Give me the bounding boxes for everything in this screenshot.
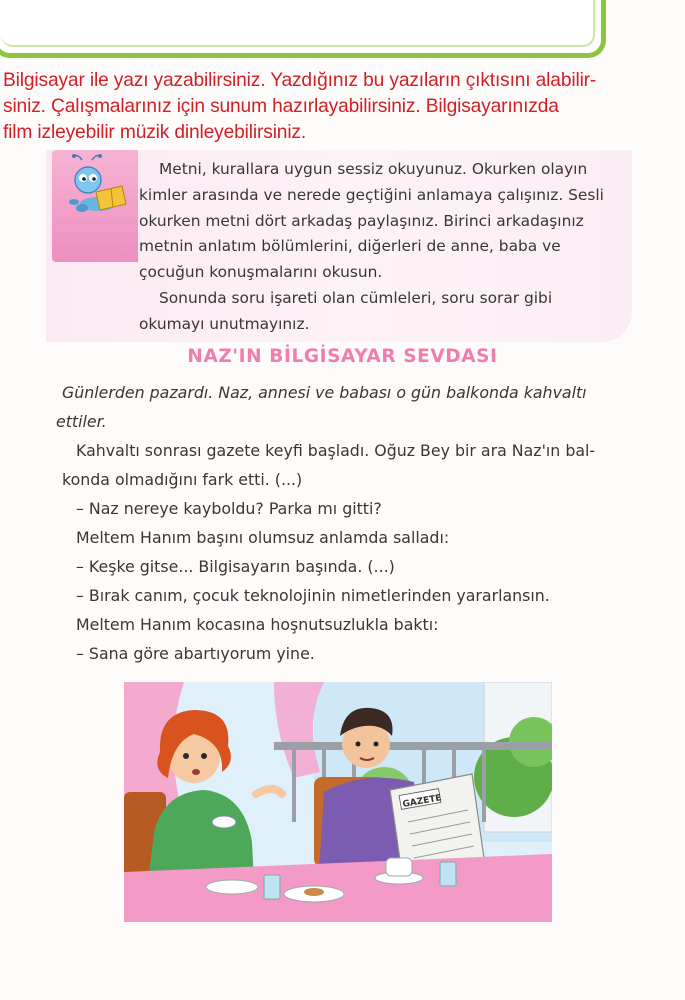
header-frame-inner	[1, 0, 595, 47]
story-text	[56, 378, 632, 668]
instruction-line: Sonunda soru işareti olan cümleleri, soru sorar gibi	[159, 288, 553, 307]
reading-instructions	[139, 157, 616, 338]
story-line: Meltem Hanım başını olumsuz anlamda salladı:	[76, 528, 450, 547]
newspaper-label: GAZETE	[401, 793, 443, 811]
story-line: – Naz nereye kayboldu? Parka mı gitti?	[76, 499, 382, 518]
story-line: Günlerden pazardı. Naz, annesi ve babası o gün balkonda kahvaltı	[62, 383, 587, 402]
instruction-line: okurken metni dört arkadaş paylaşınız. Birinci arkadaşınız	[139, 211, 584, 230]
story-line: ettiler.	[56, 412, 107, 431]
reading-bug-icon	[60, 152, 140, 222]
story-line: – Keşke gitse... Bilgisayarın başında. (...)	[76, 557, 395, 576]
story-line: – Sana göre abartıyorum yine.	[76, 644, 315, 663]
intro-line: siniz. Çalışmalarınız için sunum hazırlayabilirsiniz. Bilgisayarınızda	[3, 96, 559, 117]
instruction-line: kimler arasında ve nerede geçtiğini anlamaya çalışınız. Sesli	[139, 185, 604, 204]
story-line: Meltem Hanım kocasına hoşnutsuzlukla baktı:	[76, 615, 439, 634]
instruction-line: Metni, kurallara uygun sessiz okuyunuz. Okurken olayın	[159, 160, 588, 178]
breakfast-illustration	[124, 682, 552, 922]
story-line: Kahvaltı sonrası gazete keyfi başladı. Oğuz Bey bir ara Naz'ın bal-	[76, 441, 596, 460]
instruction-line: okumayı unutmayınız.	[139, 314, 310, 333]
intro-line: film izleyebilir müzik dinleyebilirsiniz.	[3, 122, 307, 143]
intro-paragraph	[3, 68, 683, 146]
intro-line: Bilgisayar ile yazı yazabilirsiniz. Yazdığınız bu yazıların çıktısını alabilir-	[3, 70, 597, 91]
story-line: konda olmadığını fark etti. (...)	[62, 470, 303, 489]
header-frame	[0, 0, 606, 58]
instruction-line: metnin anlatım bölümlerini, diğerleri de anne, baba ve	[139, 237, 561, 256]
instruction-line: çocuğun konuşmalarını okusun.	[139, 263, 383, 282]
breakfast-scene	[124, 682, 552, 922]
story-title: NAZ'IN BİLGİSAYAR SEVDASI	[187, 346, 498, 367]
story-line: – Bırak canım, çocuk teknolojinin nimetlerinden yararlansın.	[76, 586, 550, 605]
